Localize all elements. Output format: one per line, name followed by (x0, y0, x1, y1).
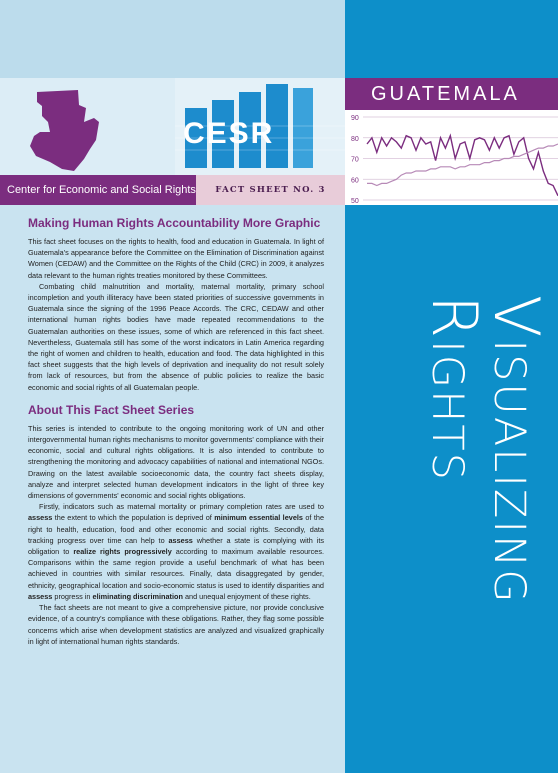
bold-text: minimum essential levels (214, 513, 303, 523)
title-line-1: Visualizing (480, 295, 553, 605)
bold-text: realize rights progressively (73, 547, 172, 557)
bold-text: assess (168, 535, 193, 545)
country-title: GUATEMALA (345, 78, 558, 110)
section-heading: About This Fact Sheet Series (28, 402, 195, 417)
blue-top-band (345, 0, 558, 78)
guatemala-map-icon (0, 78, 175, 175)
line-chart (345, 110, 558, 205)
paragraph: Combating child malnutrition and mortality, maternal mortality, primary school incompletion and youth illiteracy have been stated priorities of successive governments in Guatemala since the signing of the 1996 Peace Accords. The CRC, CEDAW and other international human rights bodies have made repeated recommendations to the Guatemalan authorities on these issues, some of which are referenced in this fact sheet. Nevertheless, Guatemala still has some of the worst indicators in Latin America regarding the right of women and children to health, education and food. The data highlighted in this fact sheet suggests that the high levels of deprivation and inequality do not result solely from lack of resources, but from the absence of public policies to realize the basic economic and social rights of all Guatemalan people. (28, 281, 324, 392)
fact-sheet-number: FACT SHEET NO. 3 (196, 175, 345, 205)
y-tick-label: 50 (351, 198, 359, 205)
text-run: according to maximum available resources. Comparisons within the same region provide a useful benchmark of what has been achieved in countries with similar resources. Finally, data disaggregated by gender, ethnicity, geographical location and socio-economic status is used to identify disparities and (28, 547, 324, 590)
org-name: Center for Economic and Social Rights (0, 175, 196, 205)
body-text (28, 216, 324, 647)
chart-svg (345, 110, 558, 205)
y-tick-label: 90 (351, 115, 359, 122)
paragraph: The fact sheets are not meant to give a comprehensive picture, nor provide conclusive evidence, of a country's compliance with these obligations. Rather, they flag some possible concerns which arise when development statistics are analyzed and visualized graphically in light of international human rights standards. (28, 603, 324, 646)
bold-text: assess (28, 591, 53, 601)
logo-text: CESR (183, 117, 275, 150)
paragraph: This series is intended to contribute to the ongoing monitoring work of UN and other intergovernmental human rights mechanisms to monitor governments' compliance with their economic, social and cultural rights obligations. It is also intended to contribute to strengthening the monitoring and advocacy capabilities of national and international NGOs. Drawing on the latest available socioeconomic data, the country fact sheets display, analyze and interpret selected human development indicators in the light of three key dimensions of governments' economic and social rights obligations. (28, 423, 324, 501)
y-tick-label: 70 (351, 156, 359, 164)
bold-text: eliminating discrimination (92, 591, 183, 601)
bold-text: assess (28, 513, 53, 523)
vertical-title (345, 205, 558, 773)
text-run: and unequal enjoyment of these rights. (182, 591, 311, 601)
title-line-2: Rights (418, 295, 491, 482)
paragraph: This fact sheet focuses on the rights to health, food and education in Guatemala. In light of Guatemala's appearance before the Committee on the Elimination of Discrimination against Women (CEDAW) and the Committee on the Rights of the Child (CRC) in 2009, it analyzes data relevant to the human rights treaties monitored by these Committees. (28, 237, 324, 280)
y-tick-label: 60 (351, 177, 359, 185)
text-run: progress in (52, 591, 93, 601)
y-tick-label: 80 (351, 135, 359, 143)
map-panel (0, 78, 175, 175)
text-run: Firstly, indicators such as maternal mortality or primary completion rates are used to (39, 502, 324, 512)
header-top-strip (0, 0, 345, 78)
section-heading: Making Human Rights Accountability More Graphic (28, 216, 321, 230)
text-run: whether a state is complying with its obligation to (28, 535, 324, 557)
series-line-1 (367, 136, 558, 196)
text-run: the extent to which the population is deprived of (52, 513, 215, 523)
paragraph-obligations (28, 501, 324, 602)
text-run: of the right to health, education, food and other economic and social rights. Secondly, data tracking progress over time can help to (28, 513, 325, 545)
